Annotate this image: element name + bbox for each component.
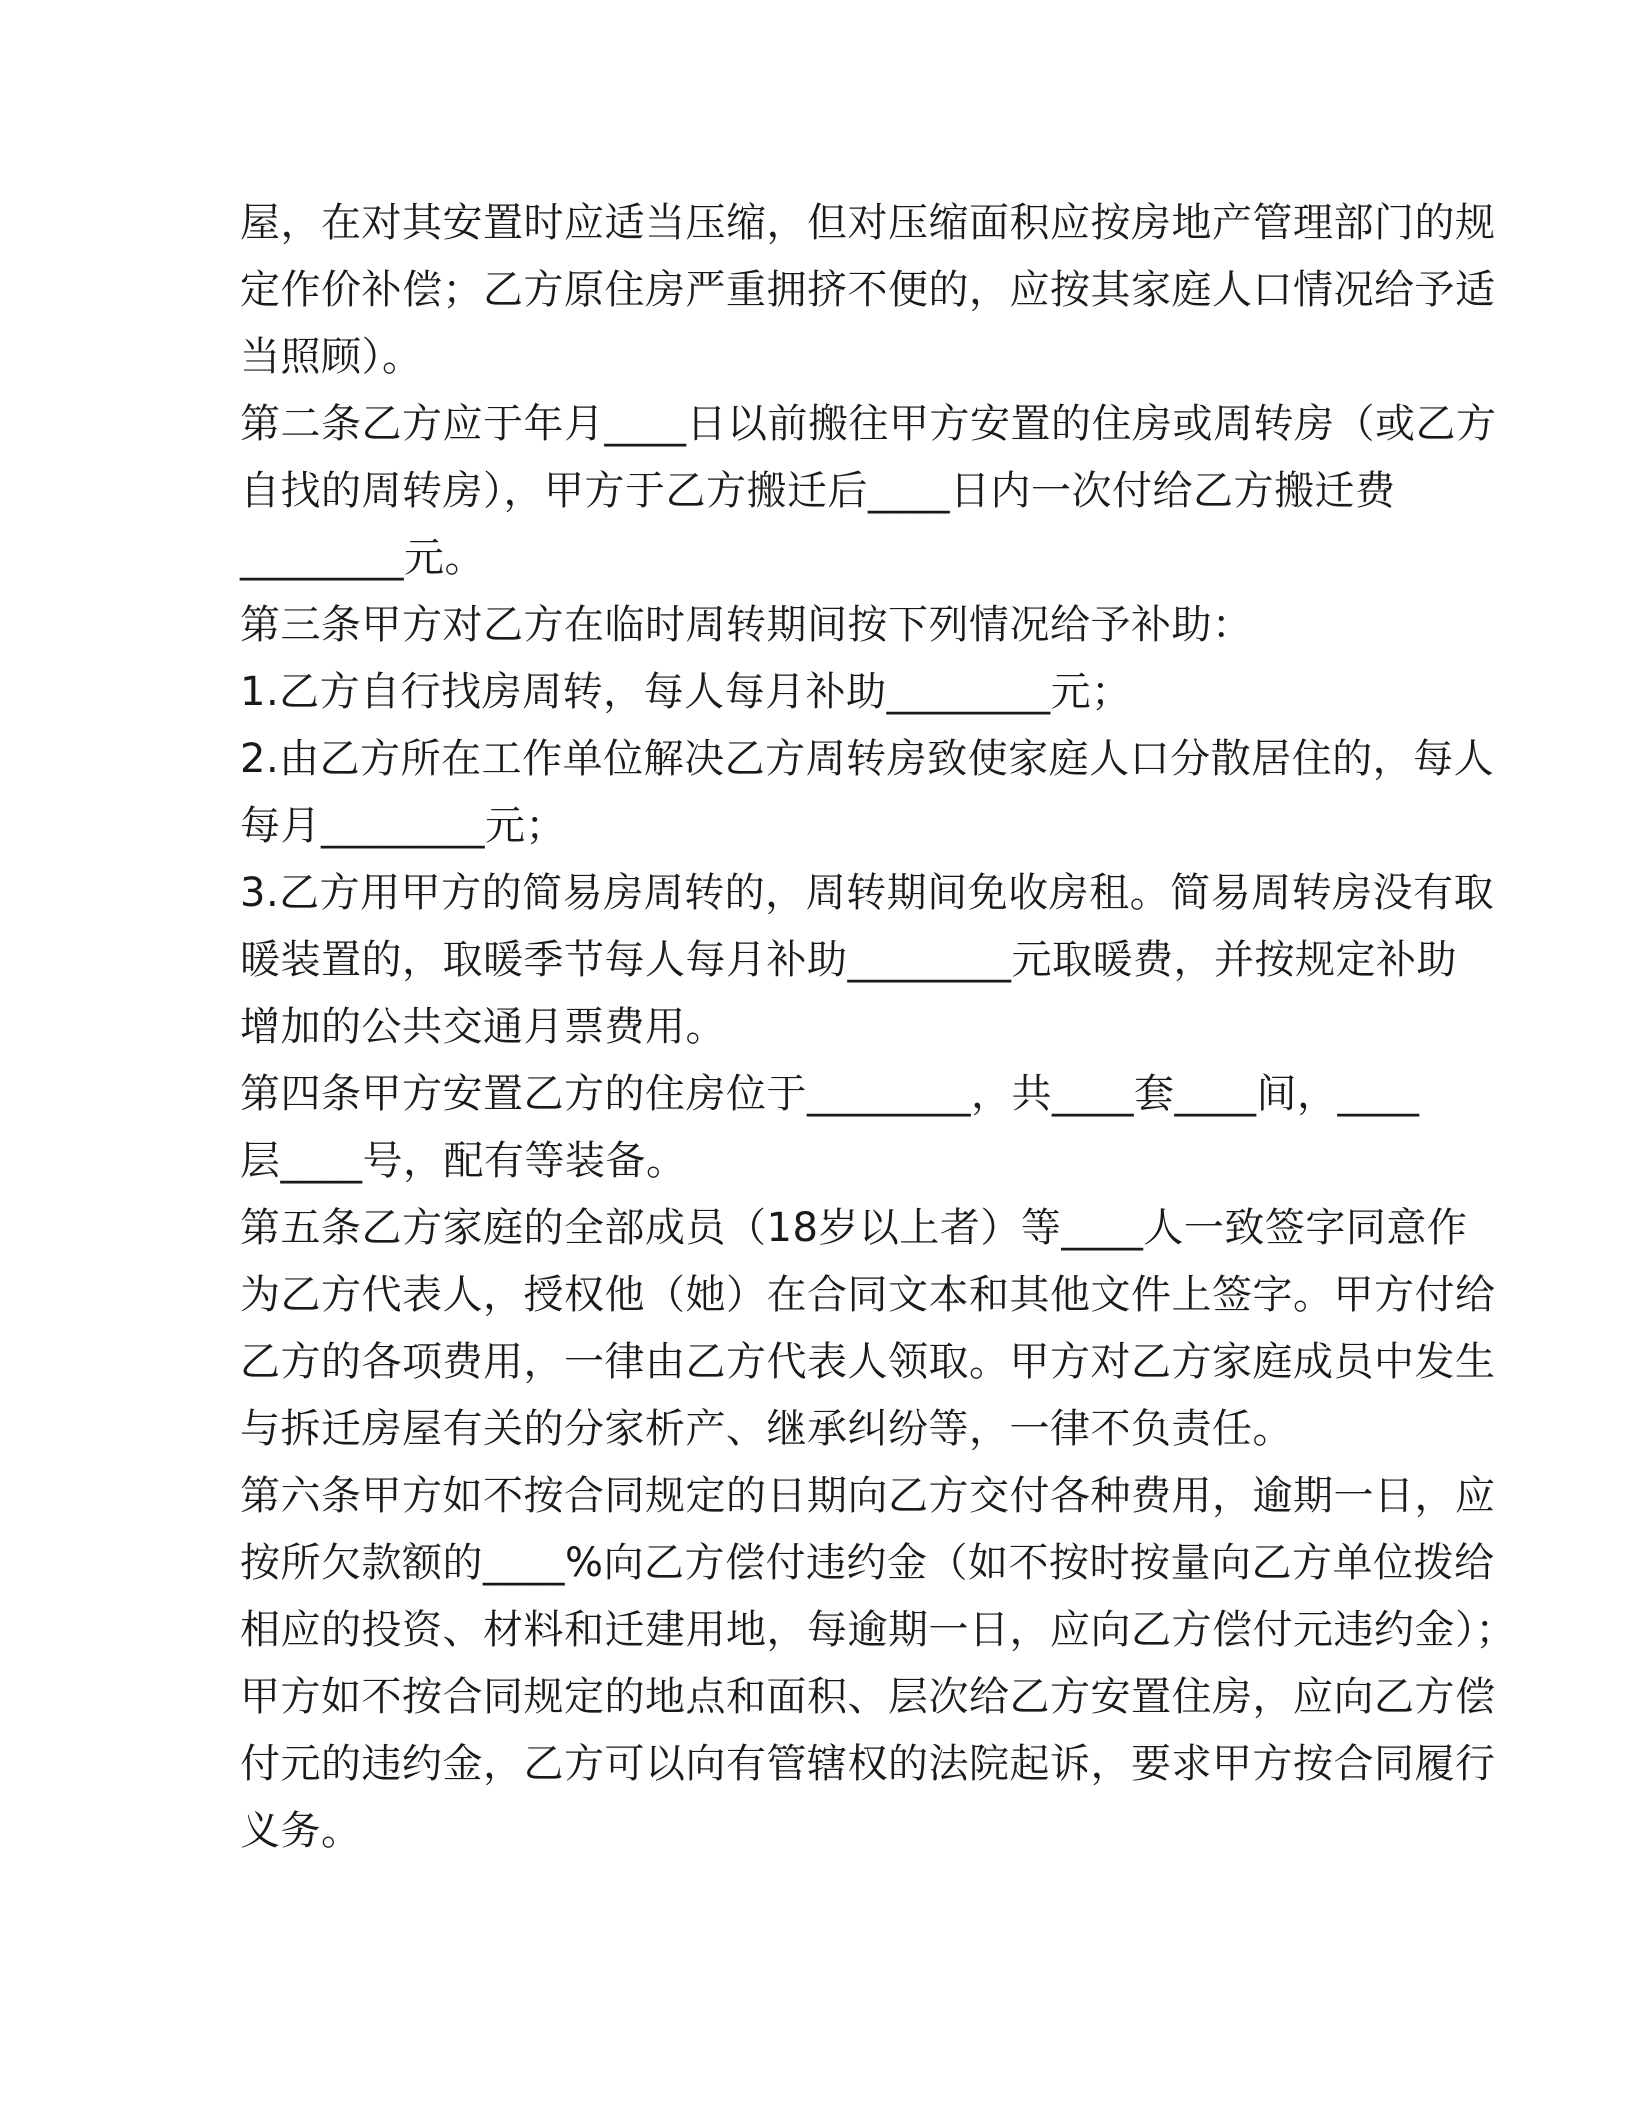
text-line: ________元。	[240, 535, 485, 581]
text-line: 与拆迁房屋有关的分家析产、继承纠纷等，一律不负责任。	[240, 1406, 1293, 1452]
text-line: 自找的周转房），甲方于乙方搬迁后____日内一次付给乙方搬迁费	[240, 468, 1396, 514]
text-line: 3.乙方用甲方的简易房周转的，周转期间免收房租。简易周转房没有取	[240, 870, 1495, 916]
text-line: 按所欠款额的____%向乙方偿付违约金（如不按时按量向乙方单位拨给	[240, 1540, 1495, 1586]
text-line: 层____号，配有等装备。	[240, 1138, 687, 1184]
text-line: 屋，在对其安置时应适当压缩，但对压缩面积应按房地产管理部门的规	[240, 200, 1496, 246]
text-line: 增加的公共交通月票费用。	[240, 1004, 726, 1050]
text-line: 为乙方代表人，授权他（她）在合同文本和其他文件上签字。甲方付给	[240, 1272, 1496, 1318]
text-line: 每月________元；	[240, 803, 566, 849]
text-line: 义务。	[240, 1808, 362, 1854]
text-line: 2.由乙方所在工作单位解决乙方周转房致使家庭人口分散居住的，每人	[240, 736, 1495, 782]
text-line: 1.乙方自行找房周转，每人每月补助________元；	[240, 669, 1132, 715]
text-line: 暖装置的，取暖季节每人每月补助________元取暖费，并按规定补助	[240, 937, 1457, 983]
text-line: 第二条乙方应于年月____日以前搬往甲方安置的住房或周转房（或乙方	[240, 401, 1497, 447]
text-line: 相应的投资、材料和迁建用地，每逾期一日，应向乙方偿付元违约金）；	[240, 1607, 1516, 1653]
text-line: 第五条乙方家庭的全部成员（18岁以上者）等____人一致签字同意作	[240, 1205, 1468, 1251]
text-line: 第三条甲方对乙方在临时周转期间按下列情况给予补助：	[240, 602, 1253, 648]
text-line: 付元的违约金，乙方可以向有管辖权的法院起诉，要求甲方按合同履行	[240, 1741, 1496, 1787]
text-line: 当照顾）。	[240, 334, 423, 380]
text-line: 第六条甲方如不按合同规定的日期向乙方交付各种费用，逾期一日，应	[240, 1473, 1496, 1519]
text-line: 甲方如不按合同规定的地点和面积、层次给乙方安置住房，应向乙方偿	[240, 1674, 1496, 1720]
contract-text	[240, 190, 1516, 1865]
text-line: 定作价补偿；乙方原住房严重拥挤不便的，应按其家庭人口情况给予适	[240, 267, 1496, 313]
text-line: 第四条甲方安置乙方的住房位于________，共____套____间，____	[240, 1071, 1420, 1117]
text-line: 乙方的各项费用，一律由乙方代表人领取。甲方对乙方家庭成员中发生	[240, 1339, 1496, 1385]
